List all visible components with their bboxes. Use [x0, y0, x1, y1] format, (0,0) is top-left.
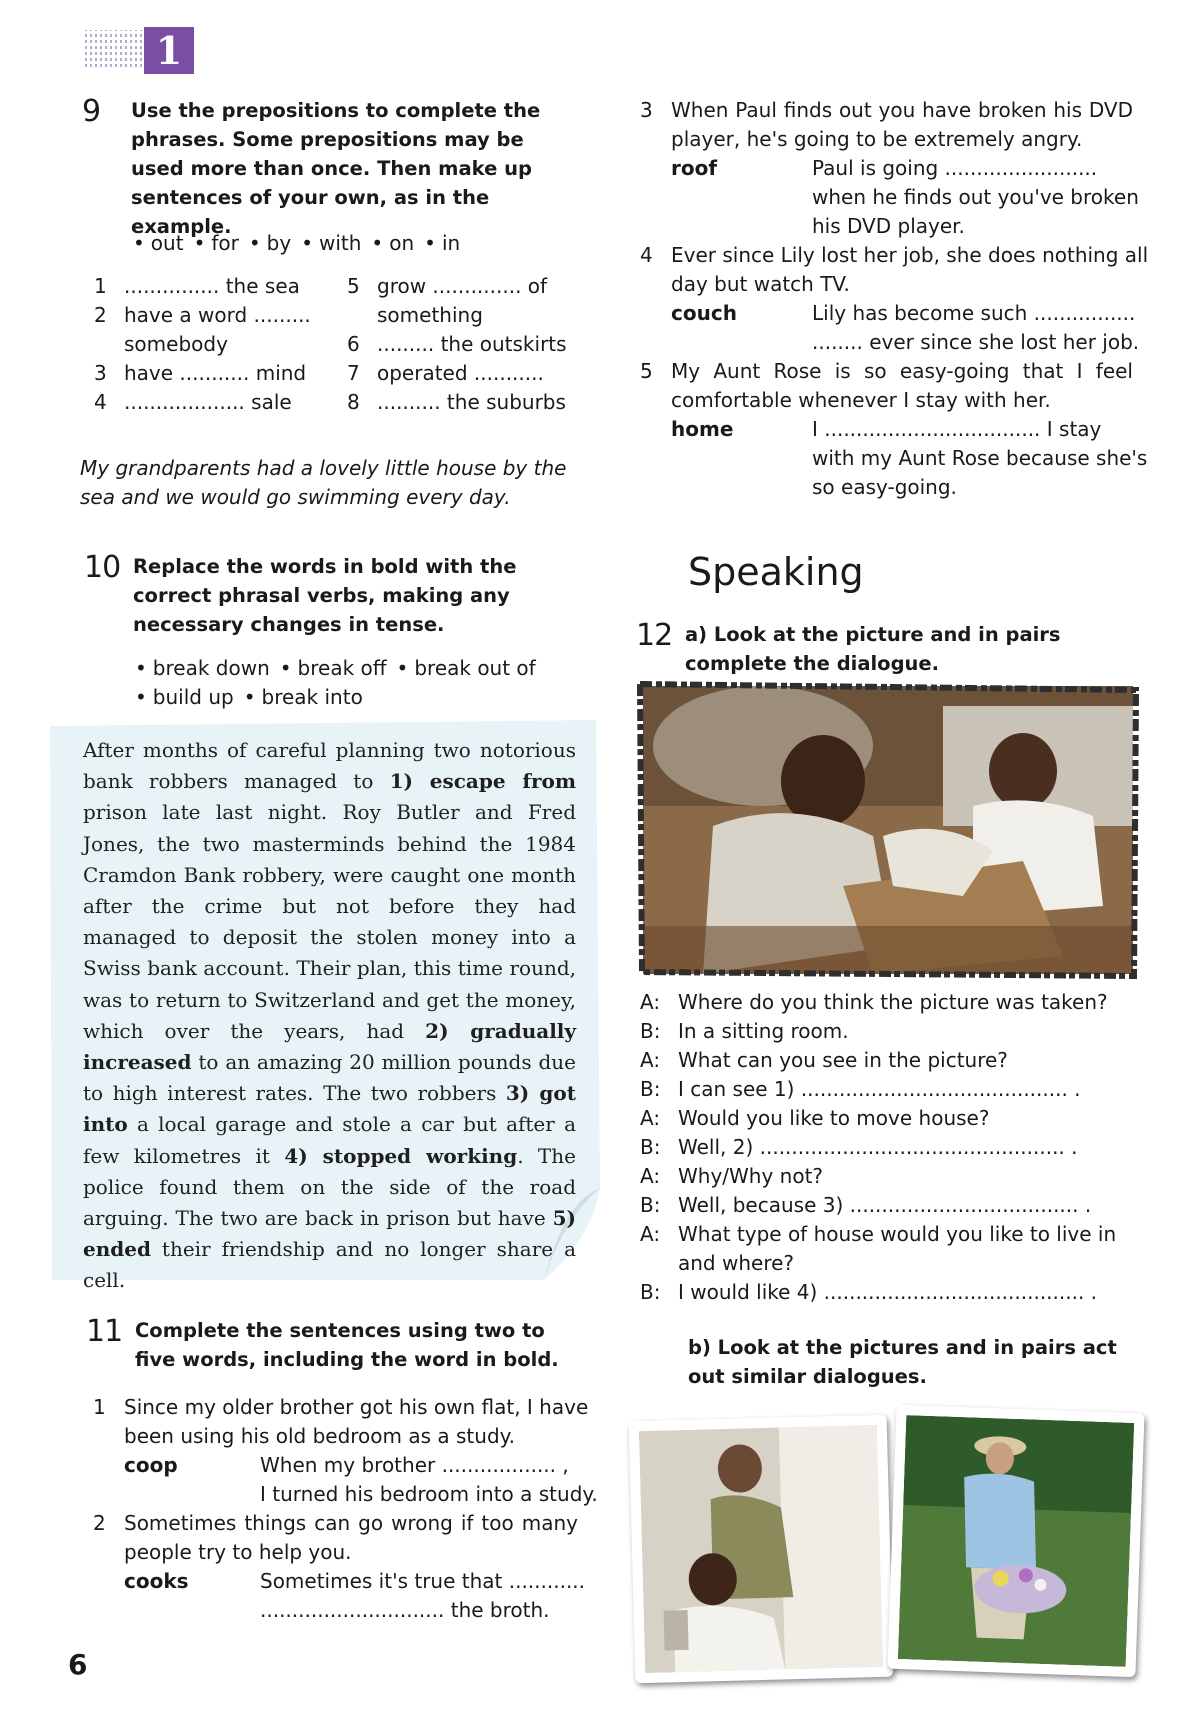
list-word: build up — [152, 685, 234, 709]
bullet: • — [135, 656, 147, 680]
bullet: • — [371, 231, 384, 255]
speaker-label: A: — [640, 1164, 661, 1188]
list-word: with — [318, 231, 362, 255]
list-word: by — [266, 231, 292, 255]
list-word: break out of — [414, 656, 536, 680]
list-word: out — [150, 231, 184, 255]
phrase-text: .......... the suburbs — [377, 390, 566, 414]
bullet: • — [193, 231, 206, 255]
answer-line: When my brother .................. , — [260, 1453, 569, 1477]
sentence-line: Ever since Lily lost her job, she does nothing all — [671, 243, 1149, 267]
sentence-line: day but watch TV. — [671, 272, 850, 296]
item-number: 3 — [94, 361, 107, 385]
speaker-label: B: — [640, 1135, 661, 1159]
speaker-label: A: — [640, 1106, 661, 1130]
phrase-text: ......... the outskirts — [377, 332, 567, 356]
list-word: in — [441, 231, 461, 255]
passage-segment: prison late last night. Roy Butler and Fred Jones, the two masterminds behind the 1984 Cramdon Bank robbery, were caught one month after the crime but not before they had managed to deposit the stolen money into a Swiss bank account. Their plan, this time round, was to return to Switzerland and get the money, which over the years, had — [83, 800, 576, 1043]
bullet: • — [135, 685, 147, 709]
bold-phrase: 4) stopped working — [284, 1143, 518, 1168]
bullet: • — [424, 231, 436, 255]
exercise-number: 12 — [636, 618, 673, 653]
phrase-text-continued: somebody — [124, 332, 228, 356]
speaker-label: B: — [640, 1019, 661, 1043]
speaker-label: B: — [640, 1193, 661, 1217]
bullet: • — [248, 231, 261, 255]
dialogue-text: and where? — [678, 1251, 795, 1275]
speaker-label: A: — [640, 990, 661, 1014]
dialogue-text: I can see 1) .......................................... . — [678, 1077, 1081, 1101]
bullet: • — [133, 231, 145, 255]
sentence-line: been using his old bedroom as a study. — [124, 1424, 515, 1448]
item-number: 1 — [94, 274, 107, 298]
list-word: break into — [261, 685, 363, 709]
sentence-line: Since my older brother got his own flat, I have — [124, 1395, 589, 1419]
section-heading: Speaking — [688, 550, 864, 594]
unit-tab-dots — [82, 30, 148, 70]
phrase-text: grow .............. of — [377, 274, 548, 298]
dialogue-text: Well, 2) ................................................ . — [678, 1135, 1078, 1159]
passage-segment: After months of careful planning two notorious bank robbers managed to — [83, 738, 576, 794]
gardening-photo — [898, 1415, 1134, 1667]
passage-segment: to an amazing 20 million pounds due to high interest rates. The two robbers — [83, 1050, 576, 1106]
bold-phrase: 5) ended — [83, 1206, 576, 1262]
sentence-line: When Paul finds out you have broken his DVD — [671, 98, 1133, 122]
item-number: 4 — [640, 243, 653, 267]
speaker-label: A: — [640, 1222, 661, 1246]
answer-line: I .................................. I stay — [812, 417, 1102, 441]
sentence-line: My Aunt Rose is so easy-going that I feel — [671, 359, 1133, 383]
list-word: break off — [297, 656, 387, 680]
dialogue-text: I would like 4) ......................................... . — [678, 1280, 1098, 1304]
sentence-line: comfortable whenever I stay with her. — [671, 388, 1051, 412]
phrase-text-continued: something — [377, 303, 483, 327]
exercise-instruction: Complete the sentences using two to five words, including the word in bold. — [135, 1319, 559, 1371]
key-word: cooks — [124, 1569, 189, 1593]
item-number: 2 — [94, 303, 107, 327]
passage-segment: a local garage and stole a car but after a few kilometres it — [83, 1112, 576, 1168]
dialogue-line — [640, 1162, 1140, 1191]
exercise-instruction: b) Look at the pictures and in pairs act out similar dialogues. — [688, 1336, 1117, 1388]
dialogue-line — [640, 1046, 1140, 1075]
dialogue-line — [640, 1017, 1140, 1046]
preposition-list — [133, 229, 470, 258]
bullet: • — [396, 656, 409, 680]
bold-phrase: 2) gradually increased — [83, 1018, 577, 1075]
unit-number-badge: 1 — [144, 27, 194, 74]
dialogue-line — [640, 1191, 1140, 1220]
dialogue-line — [640, 988, 1140, 1017]
answer-line: Sometimes it's true that ............ — [260, 1569, 586, 1593]
painting-photo-frame — [629, 1415, 894, 1684]
dialogue-line — [640, 1075, 1140, 1104]
item-number: 3 — [640, 98, 653, 122]
item-number: 1 — [93, 1395, 106, 1419]
speaker-label: B: — [640, 1077, 661, 1101]
list-word: break down — [152, 656, 270, 680]
key-word: couch — [671, 301, 737, 325]
answer-line: his DVD player. — [812, 214, 965, 238]
phrase-text: operated ........... — [377, 361, 544, 385]
passage-text — [83, 735, 576, 1297]
dialogue-line — [640, 1104, 1140, 1133]
item-number: 5 — [347, 274, 360, 298]
gardening-photo-frame — [887, 1405, 1144, 1677]
bullet: • — [243, 685, 256, 709]
item-number: 2 — [93, 1511, 106, 1535]
key-word: home — [671, 417, 734, 441]
bold-phrase: 3) got into — [83, 1081, 576, 1137]
dialogue-line — [640, 1220, 1140, 1249]
answer-line: Paul is going ........................ — [812, 156, 1098, 180]
answer-line: Lily has become such ................ — [812, 301, 1136, 325]
sentence-line: player, he's going to be extremely angry. — [671, 127, 1083, 151]
sentence-line: people try to help you. — [124, 1540, 352, 1564]
dialogue-text: Would you like to move house? — [678, 1106, 990, 1130]
answer-line: ........ ever since she lost her job. — [812, 330, 1140, 354]
item-number: 5 — [640, 359, 653, 383]
painting-photo — [639, 1425, 883, 1673]
bullet: • — [301, 231, 313, 255]
item-number: 7 — [347, 361, 360, 385]
exercise-instruction: Use the prepositions to complete the phrases. Some prepositions may be used more than once. Then make up sentences of your own, as in the example. — [131, 99, 541, 238]
item-number: 6 — [347, 332, 360, 356]
dialogue-line — [640, 1278, 1140, 1307]
exercise-instruction: Replace the words in bold with the correct phrasal verbs, making any necessary changes in tense. — [133, 555, 517, 636]
bullet: • — [279, 656, 292, 680]
list-word: on — [389, 231, 415, 255]
phrase-text: ............... the sea — [124, 274, 300, 298]
passage-segment: . The police found them on the side of the road arguing. The two are back in prison but have — [83, 1143, 576, 1231]
page-number: 6 — [68, 1648, 88, 1681]
photo-torn-edge — [636, 680, 1140, 980]
key-word: coop — [124, 1453, 178, 1477]
list-word: for — [211, 231, 239, 255]
exercise-number: 10 — [84, 550, 121, 585]
speaker-label: A: — [640, 1048, 661, 1072]
phrase-text: have a word ......... — [124, 303, 311, 327]
key-word: roof — [671, 156, 718, 180]
exercise-number: 9 — [82, 94, 101, 129]
answer-line: when he finds out you've broken — [812, 185, 1139, 209]
speaker-label: B: — [640, 1280, 661, 1304]
item-number: 8 — [347, 390, 360, 414]
dialogue-text: What type of house would you like to live in — [678, 1222, 1117, 1246]
item-number: 4 — [94, 390, 107, 414]
dialogue-text: What can you see in the picture? — [678, 1048, 1008, 1072]
dialogue-text: In a sitting room. — [678, 1019, 849, 1043]
dialogue-line — [640, 1133, 1140, 1162]
example-sentence: My grandparents had a lovely little house by the sea and we would go swimming every day. — [80, 456, 567, 509]
answer-line: so easy-going. — [812, 475, 957, 499]
answer-line: ............................. the broth. — [260, 1598, 550, 1622]
bold-phrase: 1) escape from — [389, 769, 576, 794]
phrase-text: ................... sale — [124, 390, 292, 414]
phrasal-verb-list-line2 — [135, 683, 373, 712]
dialogue-text: Where do you think the picture was taken? — [678, 990, 1108, 1014]
sentence-line: Sometimes things can go wrong if too many — [124, 1511, 578, 1535]
phrasal-verb-list-line1 — [135, 654, 546, 683]
exercise-number: 11 — [86, 1314, 123, 1349]
passage-segment: their friendship and no longer share a cell. — [83, 1237, 576, 1293]
answer-line: I turned his bedroom into a study. — [260, 1482, 598, 1506]
exercise-instruction: a) Look at the picture and in pairs complete the dialogue. — [685, 623, 1061, 675]
dialogue-text: Well, because 3) .................................... . — [678, 1193, 1092, 1217]
dialogue-text: Why/Why not? — [678, 1164, 824, 1188]
dialogue-line — [640, 1249, 1140, 1278]
phrase-text: have ........... mind — [124, 361, 307, 385]
answer-line: with my Aunt Rose because she's — [812, 446, 1148, 470]
